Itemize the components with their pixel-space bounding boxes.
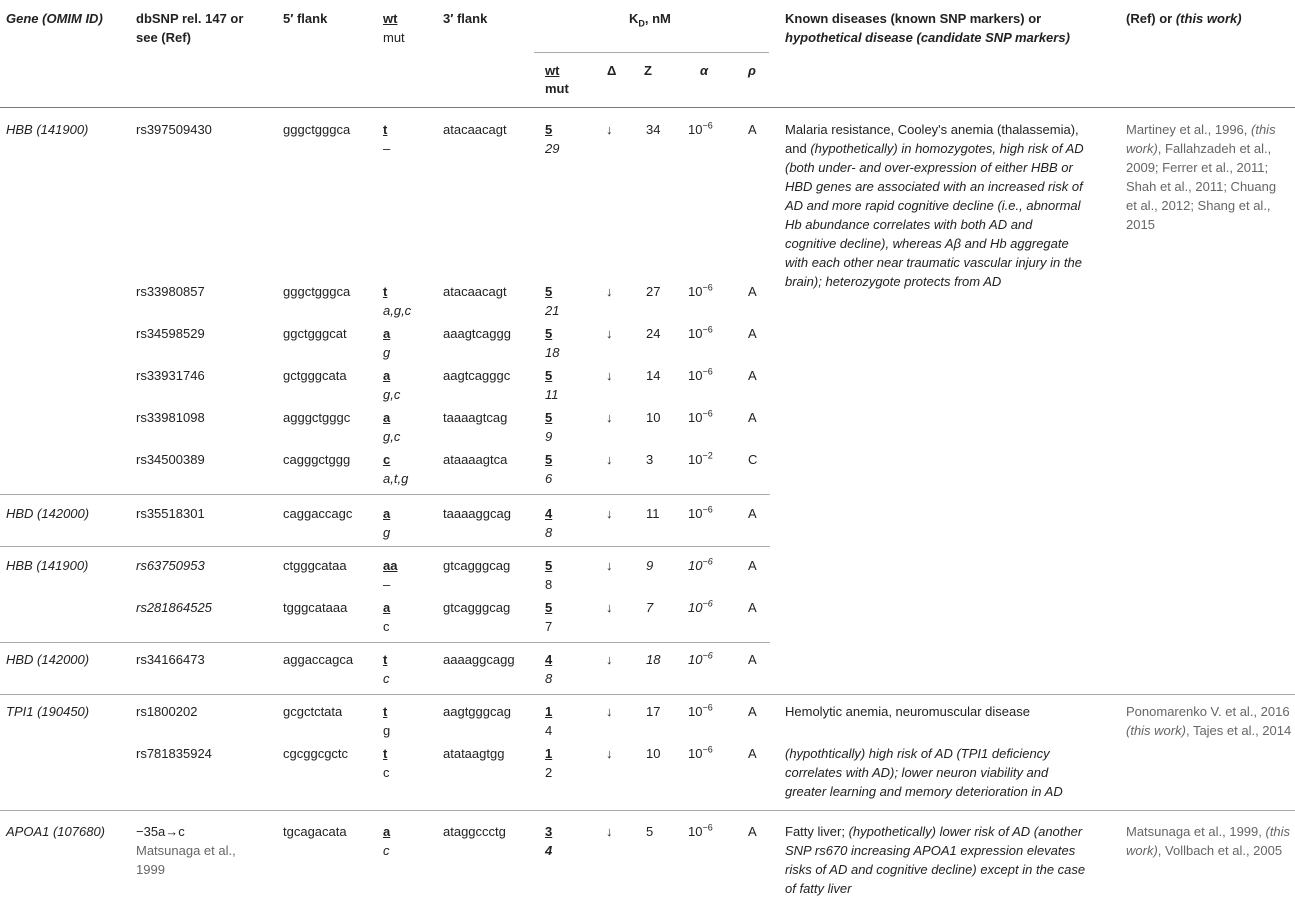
delta-arrow-cell: ↓ — [606, 704, 613, 719]
wt-allele-cell: a — [383, 326, 391, 341]
z-score-cell: 24 — [646, 326, 661, 341]
snp-id-cell: rs397509430 — [136, 122, 212, 137]
gene-cell: HBB (141900) — [6, 122, 89, 137]
disease-apoa1-line: risks of AD and cognitive decline) except in the case — [785, 862, 1086, 877]
alpha-exponent: −6 — [702, 504, 713, 515]
kd-mut-cell: 8 — [545, 525, 553, 540]
flank5-cell: caggaccagc — [283, 506, 353, 521]
alpha-base: 10 — [688, 122, 703, 137]
ref-hbb-line: work), Fallahzadeh et al., — [1126, 141, 1272, 156]
alpha-base: 10 — [688, 410, 703, 425]
z-score-cell: 18 — [646, 652, 661, 667]
snp-id-cell: rs33980857 — [136, 284, 205, 299]
ref-apoa1-line: work), Vollbach et al., 2005 — [1126, 843, 1283, 858]
rho-cell: A — [748, 652, 757, 667]
gene-cell: HBB (141900) — [6, 558, 89, 573]
header-gene: Gene (OMIM ID) — [6, 11, 103, 26]
gene-cell: HBD (142000) — [6, 506, 90, 521]
delta-arrow-cell: ↓ — [606, 746, 613, 761]
flank5-cell: aggaccagca — [283, 652, 354, 667]
z-score-cell: 9 — [646, 558, 654, 573]
flank3-cell: atacaacagt — [443, 122, 507, 137]
rho-cell: A — [748, 122, 757, 137]
z-score-cell: 7 — [646, 600, 654, 615]
flank5-cell: gggctgggca — [283, 122, 351, 137]
gene-cell: HBD (142000) — [6, 652, 90, 667]
alpha-exponent: −6 — [702, 408, 713, 419]
ref-hbb-line: et al., 2012; Shang et al., — [1126, 198, 1271, 213]
rho-cell: A — [748, 506, 757, 521]
snp-id-cell: rs34166473 — [136, 652, 205, 667]
group-divider — [0, 546, 770, 547]
z-score-cell: 3 — [646, 452, 654, 467]
kd-wt-cell: 4 — [545, 506, 553, 521]
flank3-cell: gtcagggcag — [443, 600, 511, 615]
flank3-cell: gtcagggcag — [443, 558, 511, 573]
ref-hbb-line: Shah et al., 2011; Chuang — [1126, 179, 1277, 194]
disease-tpi-line: correlates with AD); lower neuron viability and — [785, 765, 1049, 780]
snp-ref-cell: Matsunaga et al., — [136, 843, 236, 858]
ref-tpi-line: (this work), Tajes et al., 2014 — [1126, 723, 1292, 738]
alpha-exponent: −6 — [702, 744, 713, 755]
disease-apoa1-line: Fatty liver; (hypothetically) lower risk of AD (another — [785, 824, 1083, 839]
kd-divider — [534, 52, 769, 53]
flank3-cell: ataaaagtca — [443, 452, 508, 467]
flank5-cell: gctgggcata — [283, 368, 347, 383]
alpha-exponent: −6 — [702, 702, 713, 713]
rho-cell: A — [748, 326, 757, 341]
wt-allele-cell: a — [383, 600, 391, 615]
snp-id-cell: rs281864525 — [136, 600, 212, 615]
wt-allele-cell: aa — [383, 558, 398, 573]
wt-allele-cell: a — [383, 506, 391, 521]
wt-allele-cell: t — [383, 746, 388, 761]
wt-allele-cell: t — [383, 284, 388, 299]
header-wt: wt — [383, 11, 398, 26]
alpha-base: 10 — [688, 704, 703, 719]
flank5-cell: tgggcataaa — [283, 600, 348, 615]
ref-hbb-line: Martiney et al., 1996, (this — [1126, 122, 1276, 137]
header-delta: Δ — [607, 63, 617, 78]
disease-hbb-line: and (hypothetically) in homozygotes, high risk of AD — [785, 141, 1084, 156]
delta-arrow-cell: ↓ — [606, 410, 613, 425]
flank3-cell: atataagtgg — [443, 746, 505, 761]
kd-mut-cell: 18 — [545, 345, 560, 360]
alpha-cell — [688, 505, 713, 523]
disease-hbb-line: with each other near traumatic vascular injury in the — [785, 255, 1082, 270]
kd-wt-cell: 5 — [545, 326, 553, 341]
disease-hbb-line: brain); heterozygote protects from AD — [785, 274, 1002, 289]
rho-cell: A — [748, 704, 757, 719]
mut-allele-cell: a,g,c — [383, 303, 412, 318]
header-mut: mut — [383, 30, 405, 45]
z-score-cell: 27 — [646, 284, 661, 299]
flank5-cell: gcgctctata — [283, 704, 343, 719]
delta-arrow-cell: ↓ — [606, 122, 613, 137]
alpha-exponent: −6 — [702, 556, 713, 567]
group-divider — [0, 810, 1295, 811]
rho-cell: A — [748, 410, 757, 425]
header-rho: ρ — [748, 63, 756, 78]
alpha-cell — [688, 651, 713, 669]
wt-allele-cell: a — [383, 368, 391, 383]
snp-id-cell: rs35518301 — [136, 506, 205, 521]
header-alpha: α — [700, 63, 709, 78]
wt-allele-cell: a — [383, 824, 391, 839]
alpha-cell — [688, 325, 713, 343]
alpha-cell — [688, 451, 713, 469]
kd-mut-cell: 29 — [545, 141, 560, 156]
delta-arrow-cell: ↓ — [606, 506, 613, 521]
alpha-exponent: −2 — [702, 450, 713, 461]
ref-tpi-line: Ponomarenko V. et al., 2016 — [1126, 704, 1290, 719]
kd-wt-cell: 5 — [545, 410, 553, 425]
z-score-cell: 11 — [646, 506, 660, 521]
snp-id-cell: rs63750953 — [136, 558, 205, 573]
mut-allele-cell: g — [383, 723, 391, 738]
alpha-cell — [688, 599, 713, 617]
snp-id-cell: rs34598529 — [136, 326, 205, 341]
header-disease-1: Known diseases (known SNP markers) or — [785, 11, 1042, 26]
header-disease-2: hypothetical disease (candidate SNP markers) — [785, 30, 1070, 45]
disease-tpi-line: Hemolytic anemia, neuromuscular disease — [785, 704, 1030, 719]
kd-wt-cell: 4 — [545, 652, 553, 667]
flank3-cell: aagtcagggc — [443, 368, 511, 383]
rho-cell: A — [748, 824, 757, 839]
alpha-base: 10 — [688, 558, 703, 573]
ref-hbb-line: 2015 — [1126, 217, 1155, 232]
alpha-base: 10 — [688, 284, 703, 299]
z-score-cell: 17 — [646, 704, 661, 719]
alpha-cell — [688, 367, 713, 385]
delta-arrow-cell: ↓ — [606, 452, 613, 467]
mut-allele-cell: c — [383, 765, 390, 780]
z-score-cell: 10 — [646, 746, 661, 761]
alpha-base: 10 — [688, 746, 703, 761]
rho-cell: C — [748, 452, 758, 467]
alpha-exponent: −6 — [702, 598, 713, 609]
wt-allele-cell: a — [383, 410, 391, 425]
mut-allele-cell: – — [383, 577, 391, 592]
alpha-exponent: −6 — [702, 324, 713, 335]
kd-mut-cell: 2 — [545, 765, 553, 780]
alpha-exponent: −6 — [702, 282, 713, 293]
delta-arrow-cell: ↓ — [606, 368, 613, 383]
ref-hbb-line: 2009; Ferrer et al., 2011; — [1126, 160, 1269, 175]
disease-hbb-line: (both under- and over-expression of either HBB or — [785, 160, 1073, 175]
rho-cell: A — [748, 368, 757, 383]
kd-mut-cell: 6 — [545, 471, 553, 486]
kd-wt-cell: 5 — [545, 558, 553, 573]
flank3-cell: aaagtcaggg — [443, 326, 511, 341]
header-divider — [0, 107, 1295, 108]
disease-hbb-line: AD and more rapid cognitive decline (i.e., abnormal — [785, 198, 1081, 213]
delta-arrow-cell: ↓ — [606, 326, 613, 341]
alpha-cell — [688, 745, 713, 763]
flank5-cell: cagggctggg — [283, 452, 351, 467]
alpha-base: 10 — [688, 652, 703, 667]
mut-allele-cell: g — [383, 525, 391, 540]
disease-apoa1-line: SNP rs670 increasing APOA1 expression elevates — [785, 843, 1076, 858]
z-score-cell: 5 — [646, 824, 654, 839]
mut-allele-cell: g,c — [383, 429, 401, 444]
snp-id-cell: −35a→c — [136, 824, 185, 839]
alpha-exponent: −6 — [702, 366, 713, 377]
gene-cell: APOA1 (107680) — [6, 824, 106, 839]
mut-allele-cell: a,t,g — [383, 471, 409, 486]
kd-wt-cell: 5 — [545, 452, 553, 467]
header-dbsnp-2: see (Ref) — [136, 30, 191, 45]
header-kd-mut: mut — [545, 81, 569, 96]
disease-apoa1-line: of fatty liver — [785, 881, 852, 896]
kd-mut-cell: 4 — [545, 843, 553, 858]
rho-cell: A — [748, 284, 757, 299]
disease-hbb-line: Malaria resistance, Cooley's anemia (thalassemia), — [785, 122, 1079, 137]
z-score-cell: 34 — [646, 122, 661, 137]
alpha-base: 10 — [688, 368, 703, 383]
header-kd: $K_D$, nM — [629, 11, 671, 29]
kd-wt-cell: 3 — [545, 824, 553, 839]
kd-wt-cell: 5 — [545, 284, 553, 299]
header-dbsnp-1: dbSNP rel. 147 or — [136, 11, 244, 26]
wt-allele-cell: c — [383, 452, 391, 467]
snp-id-cell: rs34500389 — [136, 452, 205, 467]
rho-cell: A — [748, 558, 757, 573]
header-3-flank: 3′ flank — [443, 11, 488, 26]
kd-mut-cell: 8 — [545, 671, 553, 686]
alpha-exponent: −6 — [702, 120, 713, 131]
gene-cell: TPI1 (190450) — [6, 704, 90, 719]
mut-allele-cell: g,c — [383, 387, 401, 402]
alpha-cell — [688, 409, 713, 427]
alpha-base: 10 — [688, 600, 703, 615]
kd-wt-cell: 5 — [545, 122, 553, 137]
disease-hbb-line: HBD genes are associated with an increased risk of — [785, 179, 1083, 194]
flank5-cell: ctgggcataa — [283, 558, 347, 573]
rho-cell: A — [748, 746, 757, 761]
wt-allele-cell: t — [383, 122, 388, 137]
kd-mut-cell: 7 — [545, 619, 553, 634]
kd-mut-cell: 21 — [545, 303, 560, 318]
kd-mut-cell: 11 — [545, 387, 559, 402]
mut-allele-cell: c — [383, 671, 390, 686]
snp-id-cell: rs33931746 — [136, 368, 205, 383]
alpha-cell — [688, 703, 713, 721]
kd-mut-cell: 8 — [545, 577, 553, 592]
header-ref: (Ref) or (this work) — [1126, 11, 1242, 26]
snp-id-cell: rs33981098 — [136, 410, 205, 425]
alpha-exponent: −6 — [702, 822, 713, 833]
alpha-base: 10 — [688, 824, 703, 839]
kd-wt-cell: 1 — [545, 746, 553, 761]
delta-arrow-cell: ↓ — [606, 652, 613, 667]
flank5-cell: cgcggcgctc — [283, 746, 349, 761]
disease-tpi-line: (hypothtically) high risk of AD (TPI1 deficiency — [785, 746, 1050, 761]
alpha-cell — [688, 823, 713, 841]
header-5-flank: 5′ flank — [283, 11, 328, 26]
z-score-cell: 10 — [646, 410, 661, 425]
kd-mut-cell: 9 — [545, 429, 553, 444]
header-kd-wt: wt — [545, 63, 560, 78]
disease-hbb-line: cognitive decline), whereas Aβ and Hb aggregate — [785, 236, 1069, 251]
snp-ref-cell: 1999 — [136, 862, 165, 877]
disease-tpi-line: greater learning and memory deterioration in AD — [785, 784, 1063, 799]
flank3-cell: aaaaggcagg — [443, 652, 515, 667]
snp-id-cell: rs1800202 — [136, 704, 198, 719]
mut-allele-cell: c — [383, 619, 390, 634]
delta-arrow-cell: ↓ — [606, 284, 613, 299]
wt-allele-cell: t — [383, 704, 388, 719]
wt-allele-cell: t — [383, 652, 388, 667]
flank3-cell: ataggccctg — [443, 824, 506, 839]
kd-wt-cell: 1 — [545, 704, 553, 719]
flank3-cell: atacaacagt — [443, 284, 507, 299]
ref-apoa1-line: Matsunaga et al., 1999, (this — [1126, 824, 1291, 839]
alpha-cell — [688, 557, 713, 575]
group-divider — [0, 642, 770, 643]
alpha-exponent: −6 — [702, 650, 713, 661]
disease-hbb-line: Hb abundance correlates with both AD and — [785, 217, 1033, 232]
mut-allele-cell: g — [383, 345, 391, 360]
flank3-cell: taaaagtcag — [443, 410, 508, 425]
flank5-cell: tgcagacata — [283, 824, 347, 839]
flank3-cell: taaaaggcag — [443, 506, 511, 521]
alpha-cell — [688, 121, 713, 139]
flank5-cell: ggctgggcat — [283, 326, 347, 341]
rho-cell: A — [748, 600, 757, 615]
delta-arrow-cell: ↓ — [606, 558, 613, 573]
header-z: Z — [644, 63, 652, 78]
group-divider — [0, 494, 770, 495]
alpha-base: 10 — [688, 326, 703, 341]
z-score-cell: 14 — [646, 368, 661, 383]
kd-wt-cell: 5 — [545, 368, 553, 383]
mut-allele-cell: – — [383, 141, 391, 156]
group-divider — [0, 694, 1295, 695]
delta-arrow-cell: ↓ — [606, 600, 613, 615]
delta-arrow-cell: ↓ — [606, 824, 613, 839]
kd-wt-cell: 5 — [545, 600, 553, 615]
alpha-base: 10 — [688, 506, 703, 521]
snp-id-cell: rs781835924 — [136, 746, 212, 761]
alpha-cell — [688, 283, 713, 301]
mut-allele-cell: c — [383, 843, 390, 858]
flank3-cell: aagtgggcag — [443, 704, 511, 719]
alpha-base: 10 — [688, 452, 703, 467]
flank5-cell: agggctgggc — [283, 410, 351, 425]
flank5-cell: gggctgggca — [283, 284, 351, 299]
kd-mut-cell: 4 — [545, 723, 553, 738]
